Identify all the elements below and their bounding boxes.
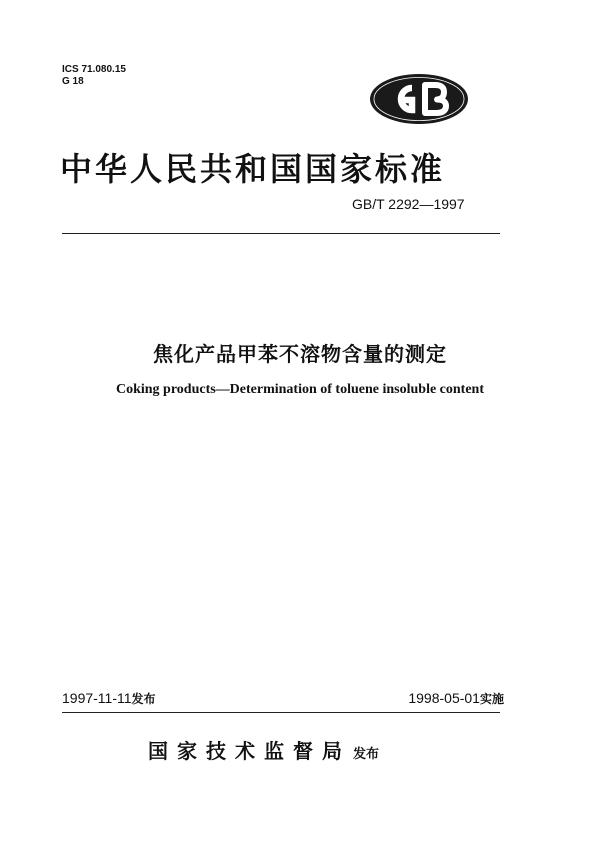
publisher: [148, 735, 379, 764]
publisher-name: 国家技术监督局: [148, 739, 351, 763]
footer-divider: [62, 712, 500, 713]
classification-codes: [62, 64, 126, 88]
standard-title-english: Coking products—Determination of toluene insoluble content: [115, 382, 485, 397]
ics-code: ICS 71.080.15: [62, 64, 126, 75]
implementation-date: [408, 690, 504, 707]
publisher-action: 发布: [353, 747, 380, 762]
issuing-authority-title: 中华人民共和国国家标准: [60, 150, 446, 188]
issue-label: 发布: [131, 692, 156, 706]
ccs-code: G 18: [62, 76, 84, 87]
standard-title-chinese: 焦化产品甲苯不溶物含量的测定: [153, 342, 447, 366]
gb-logo: [369, 73, 469, 125]
header-divider: [62, 233, 500, 234]
standard-number: GB/T 2292—1997: [352, 196, 465, 212]
implementation-label: 实施: [479, 692, 504, 706]
implementation-date-value: 1998-05-01: [408, 690, 480, 706]
issue-date: [62, 690, 156, 707]
issue-date-value: 1997-11-11: [62, 690, 132, 706]
